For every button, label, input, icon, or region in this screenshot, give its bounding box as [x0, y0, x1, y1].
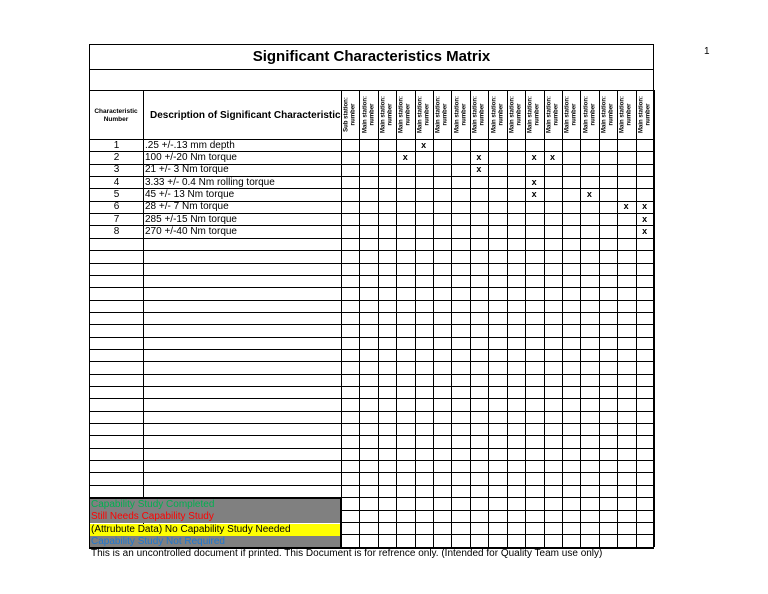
grid-line [636, 90, 637, 547]
grid-line [89, 324, 654, 325]
grid-line [89, 250, 654, 251]
legend-border [89, 498, 341, 548]
station-mark: x [623, 201, 629, 212]
grid-line [599, 90, 600, 547]
station-header: Main station: number [491, 95, 504, 133]
station-mark: x [421, 139, 427, 150]
characteristic-number: 6 [113, 201, 120, 213]
grid-line [89, 312, 654, 313]
station-mark: x [476, 164, 482, 175]
grid-line [378, 90, 379, 547]
station-header: Main station: number [362, 95, 375, 133]
grid-line [359, 90, 360, 547]
grid-line [654, 90, 655, 547]
grid-line [451, 90, 452, 547]
grid-line [143, 90, 144, 547]
station-mark: x [531, 151, 537, 162]
grid-line [488, 90, 489, 547]
header-char-number: Characteristic Number [94, 108, 138, 123]
grid-line [89, 423, 654, 424]
characteristic-description: 270 +/-40 Nm torque [145, 225, 237, 237]
characteristic-description: 3.33 +/- 0.4 Nm rolling torque [145, 176, 275, 188]
station-header: Main station: number [564, 95, 578, 133]
grid-line [433, 90, 434, 547]
grid-line [89, 337, 654, 338]
grid-line [89, 448, 654, 449]
station-mark: x [531, 188, 537, 199]
legend-item: Still Needs Capability Study [90, 511, 341, 523]
characteristic-number: 2 [113, 151, 120, 163]
station-header: Main station: number [583, 95, 596, 133]
grid-line [89, 472, 654, 473]
station-header: Main station: number [417, 95, 430, 133]
grid-line [89, 411, 654, 412]
characteristic-description: 28 +/- 7 Nm torque [145, 201, 229, 213]
station-header: Main station: number [638, 95, 651, 133]
grid-line [89, 361, 654, 362]
station-header: Main station: number [546, 95, 559, 133]
characteristic-description: 45 +/- 13 Nm torque [145, 188, 235, 200]
station-mark: x [642, 225, 648, 236]
station-header: Main station: number [472, 95, 486, 133]
characteristic-number: 1 [113, 139, 120, 151]
station-mark: x [642, 201, 648, 212]
grid-line [89, 238, 654, 239]
grid-line [562, 90, 563, 547]
grid-line [89, 263, 654, 264]
station-header: Main station: number [380, 95, 394, 133]
station-header: Main station: number [454, 95, 467, 133]
station-mark: x [531, 176, 537, 187]
station-mark: x [586, 188, 592, 199]
legend-item: Capability Study Completed [90, 499, 341, 511]
station-mark: x [476, 151, 482, 162]
station-mark: x [642, 213, 648, 224]
characteristic-description: .25 +/-.13 mm depth [145, 139, 235, 151]
grid-line [89, 300, 654, 301]
page-number: 1 [704, 46, 710, 57]
header-description: Description of Significant Characteristic [150, 110, 341, 121]
grid-line [89, 287, 654, 288]
grid-line [415, 90, 416, 547]
grid-line [89, 485, 654, 486]
station-mark: x [402, 151, 408, 162]
characteristic-description: 21 +/- 3 Nm torque [145, 164, 229, 176]
characteristic-number: 7 [113, 213, 120, 225]
grid-line [89, 386, 654, 387]
grid-line [580, 90, 581, 547]
grid-line [89, 398, 654, 399]
station-header: Main station: number [398, 95, 412, 133]
characteristic-number: 8 [113, 225, 120, 237]
page-title: Significant Characteristics Matrix [252, 48, 491, 65]
grid-line [89, 460, 654, 461]
grid-line [89, 275, 654, 276]
grid-line [89, 374, 654, 375]
characteristic-number: 3 [113, 164, 120, 176]
grid-line [341, 90, 342, 547]
station-header: Main station: number [435, 95, 449, 133]
characteristic-description: 100 +/-20 Nm torque [145, 151, 237, 163]
grid-line [507, 90, 508, 547]
station-header: Main station: number [527, 95, 541, 133]
station-mark: x [550, 151, 556, 162]
footer-disclaimer: This is an uncontrolled document if printed. This Document is for refrence only. (Intended for Quality Team use only) [91, 548, 603, 559]
characteristic-number: 4 [113, 176, 120, 188]
grid-line [89, 435, 654, 436]
legend-item: (Attrubute Data) No Capability Study Needed [90, 524, 341, 536]
station-header: Main station: number [601, 95, 614, 133]
characteristic-number: 5 [113, 188, 120, 200]
legend-item: Capability Study Not Required [90, 536, 341, 548]
station-header: Sub station: number [343, 96, 357, 132]
grid-line [89, 349, 654, 350]
grid-line [89, 69, 654, 70]
station-header: Main station: number [509, 95, 522, 133]
station-header: Main station: number [619, 95, 633, 133]
grid-line [617, 90, 618, 547]
characteristic-description: 285 +/-15 Nm torque [145, 213, 237, 225]
